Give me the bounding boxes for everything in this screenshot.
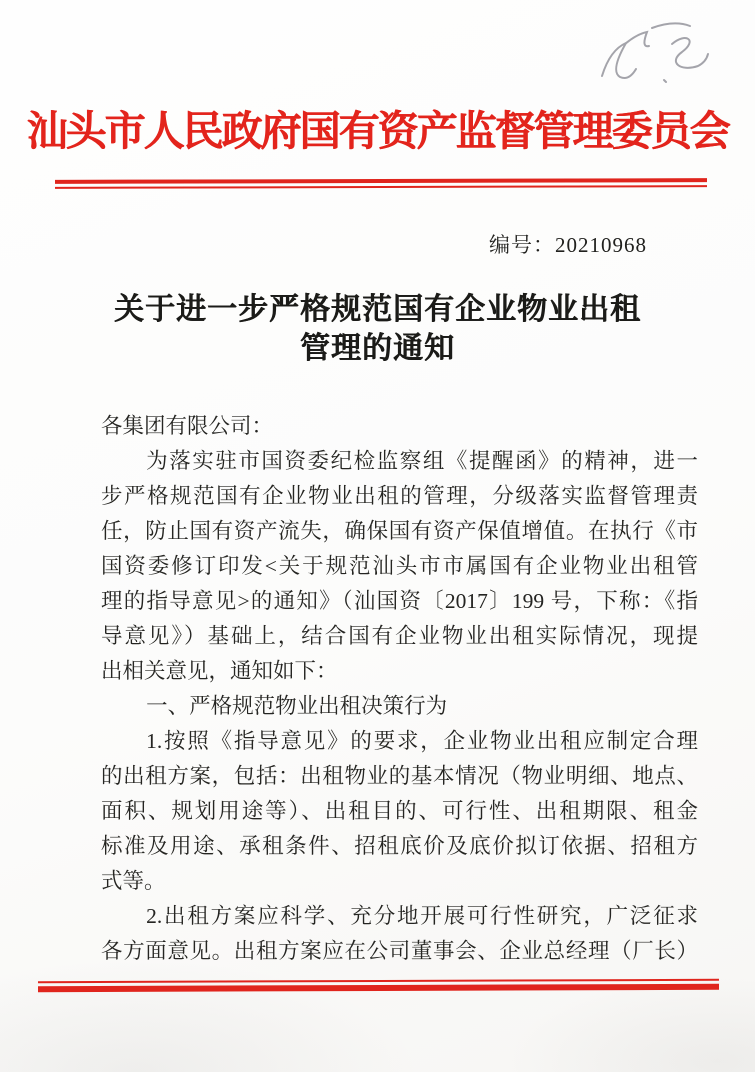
body-line-section-heading: 一、严格规范物业出租决策行为 <box>146 694 448 718</box>
body-line: 式等。 <box>101 869 166 893</box>
body-line: 为落实驻市国资委纪检监察组《提醒函》的精神，进一 <box>146 449 698 473</box>
footer-divider-thin-line <box>38 979 719 983</box>
body-line: 2.出租方案应科学、充分地开展可行性研究，广泛征求 <box>146 904 698 928</box>
body-line: 出相关意见，通知如下： <box>101 659 338 683</box>
body-line: 理的指导意见>的通知》（汕国资〔2017〕199 号，下称：《指 <box>101 589 698 613</box>
doc-title <box>0 290 755 368</box>
letterhead-divider-thick-line <box>55 178 707 184</box>
letterhead-divider-thin-line <box>55 185 707 189</box>
doc-body <box>101 409 698 969</box>
body-line: 步严格规范国有企业物业出租的管理，分级落实监督管理责 <box>101 484 698 508</box>
doc-title-line2: 管理的通知 <box>300 332 455 365</box>
footer-divider <box>38 979 719 992</box>
handwritten-mark-icon <box>580 14 720 104</box>
body-line: 1.按照《指导意见》的要求，企业物业出租应制定合理 <box>146 729 698 753</box>
body-line-salutation: 各集团有限公司： <box>101 414 274 438</box>
body-line: 导意见》）基础上，结合国有企业物业出租实际情况，现提 <box>101 624 698 648</box>
doc-title-line1: 关于进一步严格规范国有企业物业出租 <box>114 293 641 326</box>
footer-divider-thick-line <box>38 984 719 992</box>
body-line: 标准及用途、承租条件、招租底价及底价拟订依据、招租方 <box>101 834 698 858</box>
body-line: 国资委修订印发<关于规范汕头市市属国有企业物业出租管 <box>101 554 698 578</box>
doc-number: 编号：20210968 <box>489 233 647 257</box>
letterhead-org-name: 汕头市人民政府国有资产监督管理委员会 <box>26 108 729 154</box>
letterhead-divider <box>55 178 707 189</box>
body-line: 任，防止国有资产流失，确保国有资产保值增值。在执行《市 <box>101 519 698 543</box>
body-line: 各方面意见。出租方案应在公司董事会、企业总经理（厂长） <box>101 939 698 963</box>
body-line: 面积、规划用途等）、出租目的、可行性、出租期限、租金 <box>101 799 698 823</box>
body-line: 的出租方案，包括：出租物业的基本情况（物业明细、地点、 <box>101 764 698 788</box>
